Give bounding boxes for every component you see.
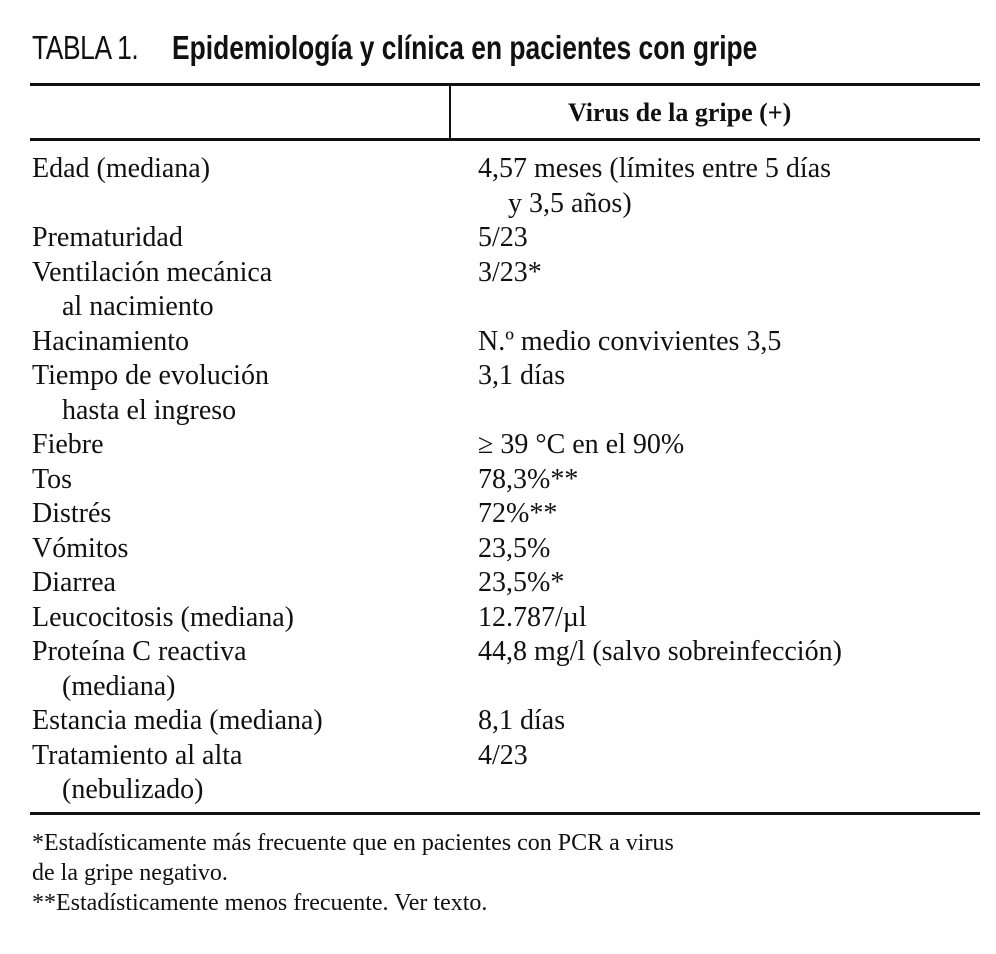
row-value-line: 72%** <box>478 498 558 529</box>
row-label <box>32 221 478 256</box>
row-value <box>478 704 968 739</box>
footnote-line: de la gripe negativo. <box>32 860 228 886</box>
row-label-line: Ventilación mecánica <box>32 256 273 288</box>
table-caption: Epidemiología y clínica en pacientes con gripe <box>172 29 758 66</box>
footnotes <box>32 828 972 918</box>
row-label-line: Leucocitosis (mediana) <box>32 601 295 633</box>
row-label-line: Tos <box>32 463 73 495</box>
table-row <box>32 221 982 256</box>
row-value <box>478 739 968 774</box>
row-value <box>478 566 968 601</box>
column-header: Virus de la gripe (+) <box>568 98 792 127</box>
row-value <box>478 325 968 360</box>
row-value <box>478 359 968 394</box>
top-rule <box>30 83 980 86</box>
row-label-line: Fiebre <box>32 429 104 460</box>
row-value-line: 3,1 días <box>478 360 566 391</box>
row-label-line: Estancia media (mediana) <box>32 705 323 736</box>
row-value-line: ≥ 39 °C en el 90% <box>478 429 685 460</box>
table-row <box>32 152 982 221</box>
row-value <box>478 635 968 670</box>
row-label <box>32 532 478 567</box>
table-row <box>32 566 982 601</box>
row-label <box>32 359 478 428</box>
row-label <box>32 463 478 498</box>
row-label <box>32 152 478 187</box>
table-row <box>32 463 982 498</box>
row-value-line: 4,57 meses (límites entre 5 días <box>478 153 832 184</box>
row-value-line: 12.787/µl <box>478 601 587 633</box>
row-label <box>32 428 478 463</box>
row-value <box>478 256 968 291</box>
row-value <box>478 152 968 221</box>
row-value-line: 8,1 días <box>478 705 566 736</box>
row-label-line: hasta el ingreso <box>62 394 237 426</box>
row-label-line: Proteína C reactiva <box>32 636 247 667</box>
row-label-line: Tiempo de evolución <box>32 360 269 391</box>
row-label-line: al nacimiento <box>62 291 214 322</box>
footnote-line: *Estadísticamente más frecuente que en pacientes con PCR a virus <box>32 830 674 856</box>
row-label <box>32 739 478 808</box>
row-value-line: 23,5% <box>478 532 551 564</box>
row-label-line: Distrés <box>32 498 112 529</box>
table-row <box>32 635 982 704</box>
row-label-line: (nebulizado) <box>62 774 204 805</box>
row-value <box>478 601 968 636</box>
table-row <box>32 428 982 463</box>
bottom-rule <box>30 812 980 815</box>
row-label-line: (mediana) <box>62 670 176 702</box>
row-value-line: 4/23 <box>478 739 528 771</box>
row-label <box>32 704 478 739</box>
row-value <box>478 497 968 532</box>
table-row <box>32 739 982 808</box>
row-value-line: N.º medio convivientes 3,5 <box>478 325 782 357</box>
row-label <box>32 256 478 325</box>
row-label-line: Diarrea <box>32 567 116 598</box>
row-value-line: 5/23 <box>478 222 528 253</box>
row-value-line: 3/23* <box>478 256 542 288</box>
row-value-line: 44,8 mg/l (salvo sobreinfección) <box>478 636 842 667</box>
table-row <box>32 497 982 532</box>
row-value <box>478 428 968 463</box>
row-value <box>478 463 968 498</box>
row-label <box>32 635 478 704</box>
row-label-line: Vómitos <box>32 532 129 564</box>
row-label <box>32 325 478 360</box>
row-label-line: Prematuridad <box>32 222 183 253</box>
table-title <box>32 26 982 71</box>
footnote-line: **Estadísticamente menos frecuente. Ver texto. <box>32 890 488 916</box>
row-label <box>32 566 478 601</box>
table-row <box>32 325 982 360</box>
row-label <box>32 497 478 532</box>
header-rule <box>30 138 980 141</box>
table-number: TABLA 1. <box>32 29 139 66</box>
row-value <box>478 532 968 567</box>
row-value-line: 23,5%* <box>478 567 565 598</box>
row-value <box>478 221 968 256</box>
header-divider <box>449 85 451 138</box>
row-label-line: Tratamiento al alta <box>32 739 243 771</box>
row-label-line: Hacinamiento <box>32 325 190 357</box>
row-label <box>32 601 478 636</box>
row-value-line: y 3,5 años) <box>508 187 632 219</box>
table-row <box>32 359 982 428</box>
row-label-line: Edad (mediana) <box>32 153 211 184</box>
table-row <box>32 601 982 636</box>
table-row <box>32 704 982 739</box>
table-row <box>32 256 982 325</box>
row-value-line: 78,3%** <box>478 463 579 495</box>
table-body <box>32 152 982 808</box>
table-row <box>32 532 982 567</box>
